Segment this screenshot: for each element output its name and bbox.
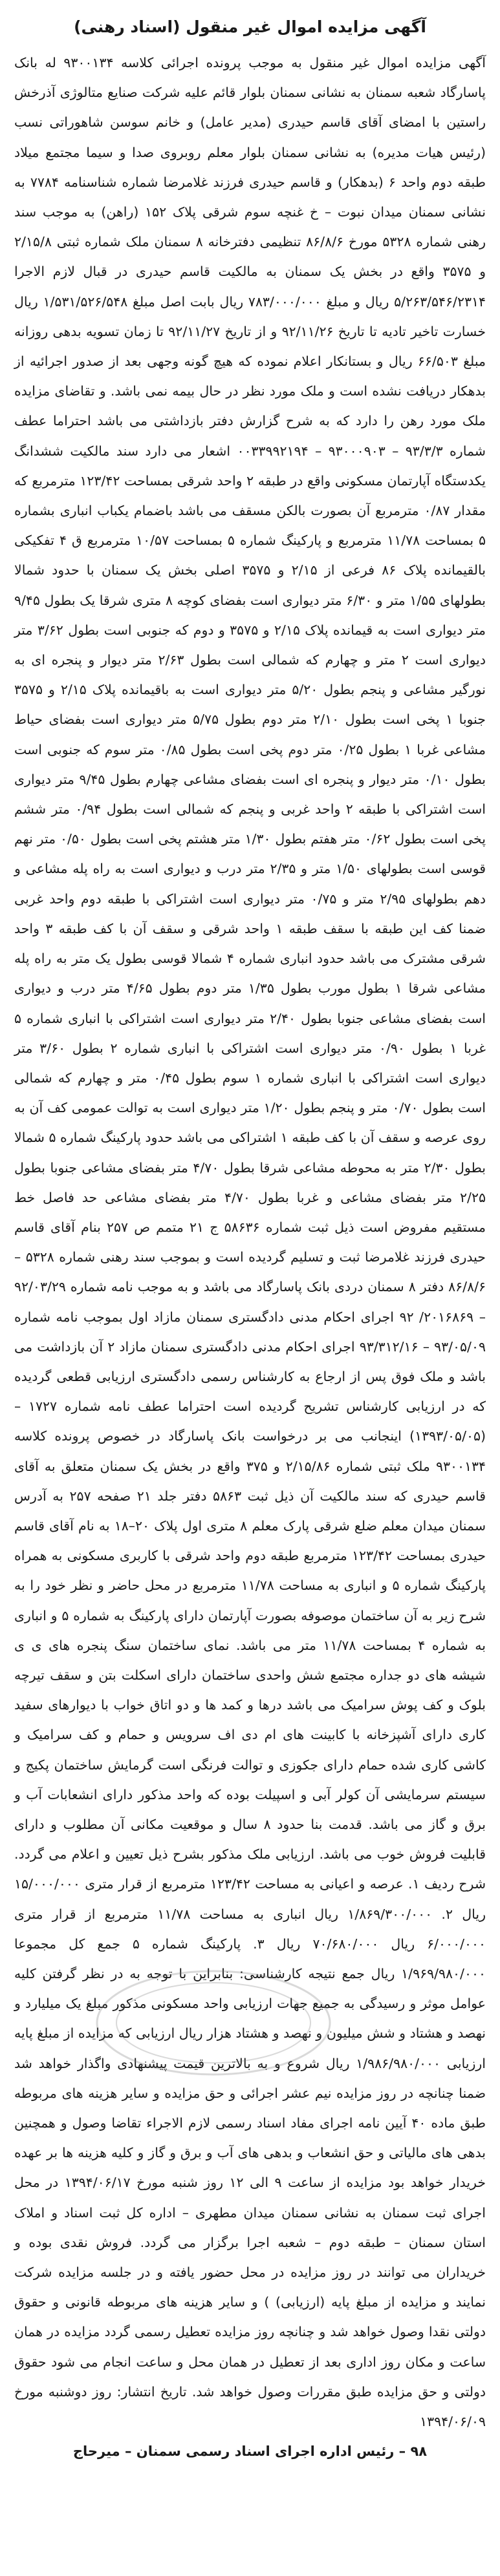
notice-paragraph: آگهی مزایده اموال غیر منقول به موجب پرونده اجرائی کلاسه ۹۳۰۰۱۳۴ له بانک پاسارگاد شعبه سمنان به نشانی سمنان بلوار قائم علیه شرکت صنایع متالوژی آذرخش راستین با امضای آقای قاسم حیدری (مدیر عامل) و خانم سوسن شاهوراتی نسب (رئیس هیات مدیره) به نشانی سمنان بلوار معلم روبروی صدا و سیما مجتمع میلاد طبقه دوم واحد ۶ (بدهکار) و قاسم حیدری فرزند غلامرضا شماره شناسنامه ۷۷۸۴ به نشانی سمنان میدان نبوت – خ غنچه سوم شرقی پلاک ۱۵۲ (راهن) به موجب سند رهنی شماره ۵۳۲۸ مورخ ۸۶/۸/۶ تنظیمی دفترخانه ۸ سمنان ملک شماره ثبتی ۲/۱۵/۸ و ۳۵۷۵ واقع در بخش یک سمنان به مالکیت قاسم حیدری در قبال لازم الاجرا ۵/۲۶۳/۵۴۶/۲۳۱۴ ریال و مبلغ ۷۸۳/۰۰۰/۰۰۰ ریال بابت اصل مبلغ ۱/۵۳۱/۵۲۶/۵۴۸ ریال خسارت تاخیر تادیه تا تاریخ ۹۲/۱۱/۲۶ و از تاریخ ۹۲/۱۱/۲۷ تا زمان تسویه بدهی روزانه مبلغ ۶۶/۵۰۳ ریال و بستانکار اعلام نموده که هیچ گونه وجهی بعد از صدور اجرائیه از بدهکار دریافت نشده است و ملک مورد نظر در حال بیمه نمی باشد. و تقاضای مزایده ملک مورد رهن را دارد که به شرح گزارش دفتر بازداشتی می باشد احتراما عطف شماره ۹۳/۳/۳ – ۹۳۰۰۰۹۰۳ – ۰۰۳۳۹۹۲۱۹۴ اشعار می دارد سند مالکیت ششدانگ یکدستگاه آپارتمان مسکونی واقع در طبقه ۲ واحد شرقی بمساحت ۱۲۳/۴۲ مترمربع که مقدار ۰/۸۷ مترمربع آن بصورت بالکن مسقف می باشد باضمام یکباب انباری بشماره ۵ بمساحت ۱۱/۷۸ مترمربع و پارکینگ شماره ۵ بمساحت ۱۰/۵۷ مترمربع ق ۴ تفکیکی بالقیمانده پلاک ۸۶ فرعی از ۲/۱۵ و ۳۵۷۵ اصلی بخش یک سمنان با حدود شمالا بطولهای ۱/۵۵ متر و ۶/۳۰ متر دیواری است بفضای کوچه ۸ متری شرقا یک بطول ۹/۴۵ متر دیواری است به قیمانده پلاک ۲/۱۵ و ۳۵۷۵ و دوم که جنوبی است بطول ۳/۶۲ متر دیواری است ۲ متر و چهارم که شمالی است بطول ۲/۶۳ متر دیوار و پنجره ای به نورگیر مشاعی و پنجم بطول ۵/۲۰ متر دیواری است به باقیمانده پلاک ۲/۱۵ و ۳۵۷۵ جنوبا ۱ پخی است بطول ۲/۱۰ متر دوم بطول ۵/۷۵ متر دیواری است بفضای حیاط مشاعی غربا ۱ بطول ۰/۲۵ متر دوم پخی است بطول ۰/۸۵ متر سوم که جنوبی است بطول ۰/۱۰ متر دیوار و پنجره ای است بفضای مشاعی چهارم بطول ۹/۴۵ متر دیواری است اشتراکی با طبقه ۲ واحد غربی و پنجم که شمالی است بطول ۰/۹۴ متر ششم پخی است بطول ۰/۶۲ متر هفتم بطول ۱/۳۰ متر هشتم پخی است بطول ۰/۵۰ متر نهم قوسی است بطولهای ۱/۵۰ متر و ۲/۳۵ متر درب و دیواری است به راه پله مشاعی و دهم بطولهای ۲/۹۵ متر و ۰/۷۵ متر دیواری است اشتراکی با طبقه دوم واحد غربی ضمنا کف این طبقه با سقف طبقه ۱ واحد شرقی و سقف آن با کف طبقه ۳ واحد شرقی مشترک می باشد حدود انباری شماره ۴ شمالا قوسی بطول یک متر به راه پله مشاعی شرقا ۱ بطول مورب بطول ۱/۳۵ متر دوم بطول ۴/۶۵ متر درب و دیواری است بفضای مشاعی جنوبا بطول ۲/۴۰ متر دیواری است اشتراکی با انباری شماره ۵ غربا ۱ بطول ۰/۹۰ متر دیواری است اشتراکی با انباری شماره ۲ بطول ۳/۶۰ متر دیواری است اشتراکی با انباری شماره ۱ سوم بطول ۰/۴۵ متر و چهارم که شمالی است بطول ۰/۷۰ متر و پنجم بطول ۱/۲۰ متر دیواری است به توالت عمومی کف آن به روی عرصه و سقف آن با کف طبقه ۱ اشتراکی می باشد حدود پارکینگ شماره ۵ شمالا بطول ۲/۳۰ متر به محوطه مشاعی شرقا بطول ۴/۷۰ متر بفضای مشاعی جنوبا بطول ۲/۲۵ متر بفضای مشاعی و غربا بطول ۴/۷۰ متر بفضای مشاعی حد فاصل خط مستقیم مفروض است ذیل ثبت شماره ۵۸۶۳۶ ج ۲۱ متمم ص ۲۵۷ بنام آقای قاسم حیدری فرزند غلامرضا ثبت و تسلیم گردیده است و بموجب سند رهنی شماره ۵۳۲۸ – ۸۶/۸/۶ دفتر ۸ سمنان دردی بانک پاسارگاد می باشد و به موجب نامه شماره ۹۲/۰۳/۲۹ – ۲۰۱۶۸۶۹/ ۹۲ اجرای احکام مدنی دادگستری سمنان مازاد اول بموجب نامه شماره ۹۳/۰۵/۰۹ – ۹۳/۳۱۲/۱۶ اجرای احکام مدنی دادگستری سمنان مازاد ۲ آن بازداشت می باشد و ملک فوق پس از ارجاع به کارشناس رسمی دادگستری ارزیابی قطعی گردیده که در ارزیابی کارشناس تشریح گردیده است احتراما عطف نامه شماره ۱۷۲۷ – (۱۳۹۳/۰۵/۰۵) اینجانب می بر درخواست بانک پاسارگاد در خصوص پرونده کلاسه ۹۳۰۰۱۳۴ ملک ثبتی شماره ۲/۱۵/۸۶ و ۳۷۵ واقع در بخش یک سمنان متعلق به آقای قاسم حیدری که سند مالکیت آن ذیل ثبت ۵۸۶۳ دفتر جلد ۲۱ صفحه ۲۵۷ به آدرس سمنان میدان معلم ضلع شرقی پارک معلم ۸ متری اول پلاک ۲۰–۱۸ به نام آقای قاسم حیدری بمساحت ۱۲۳/۴۲ مترمربع طبقه دوم واحد شرقی با کاربری مسکونی به همراه پارکینگ شماره ۵ و انباری به مساحت ۱۱/۷۸ مترمربع در محل حاضر و نظر خود را به شرح زیر به آن ساختمان موصوفه بصورت آپارتمان دارای پارکینگ به شماره ۵ و انباری به شماره ۴ بمساحت ۱۱/۷۸ متر می باشد. نمای ساختمان سنگ پنجره های ی ی شیشه های دو جداره مجتمع شش واحدی ساختمان دارای اسکلت بتن و سقف تیرچه بلوک و کف پوش سرامیک می باشد درها و کمد ها و دو اتاق خواب با دیوارهای سفید کاری دارای آشپزخانه با کابینت های ام دی اف سرویس و حمام و کف سرامیک و کاشی کاری شده حمام دارای جکوزی و توالت فرنگی است گرمایش ساختمان پکیج و سیستم سرمایشی آن کولر آبی و اسپیلت بوده که واحد مذکور دارای انشعابات آب و برق و گاز می باشد. قدمت بنا حدود ۸ سال و موقعیت مکانی آن مطلوب و دارای قابلیت فروش خوب می باشد. ارزیابی ملک مذکور بشرح ذیل تعیین و اعلام می گردد. شرح ردیف ۱. عرصه و اعیانی به مساحت ۱۲۳/۴۲ مترمربع از قرار متری ۱۵/۰۰۰/۰۰۰ ریال ۲. ۱/۸۶۹/۳۰۰/۰۰۰ ریال انباری به مساحت ۱۱/۷۸ مترمربع از قرار متری ۶/۰۰۰/۰۰۰ ریال ۷۰/۶۸۰/۰۰۰ ریال ۳. پارکینگ شماره ۵ جمع کل مجموعا ۱/۹۶۹/۹۸۰/۰۰۰ ریال جمع نتیجه کارشناسی: بنابراین با توجه به در نظر گرفتن کلیه عوامل موثر و رسیدگی به جمیع جهات ارزیابی واحد مسکونی مذکور مبلغ یک میلیارد و نهصد و هشتاد و شش میلیون و نهصد و هشتاد هزار ریال ارزیابی که مزایده از مبلغ پایه ارزیابی ۱/۹۸۶/۹۸۰/۰۰۰ ریال شروع و به بالاترین قیمت پیشنهادی واگذار خواهد شد ضمنا چنانچه در روز مزایده نیم عشر اجرائی و حق مزایده و سایر هزینه های مربوطه طبق ماده ۴۰ آیین نامه اجرای مفاد اسناد رسمی لازم الاجراء تقاضا وصول و همچنین بدهی های مالیاتی و حق انشعاب و بدهی های آب و برق و گاز و کلیه هزینه ها بر عهده خریدار خواهد بود مزایده از ساعت ۹ الی ۱۲ روز شنبه مورخ ۱۳۹۴/۰۶/۱۷ در محل اجرای ثبت سمنان به نشانی سمنان میدان مطهری – اداره کل ثبت اسناد و املاک استان سمنان – طبقه دوم – شعبه اجرا برگزار می گردد. فروش نقدی بوده و خریداران می توانند در روز مزایده در محل حضور یافته و در جلسه مزایده شرکت نمایند و مزایده از مبلغ پایه (ارزیابی) ) و سایر هزینه های مربوطه قانونی و حقوق دولتی نقدا وصول خواهد شد و چنانچه روز مزایده تعطیل رسمی گردد مزایده در همان ساعت و مکان روز اداری بعد از تعطیل در همان محل و ساعت انجام می شود حقوق دولتی و حق مزایده طبق مقررات وصول خواهد شد. تاریخ انتشار: روز دوشنبه مورخ ۱۳۹۴/۰۶/۰۹ [14, 55, 486, 2430]
notice-signature: ۹۸ – رئیس اداره اجرای اسناد رسمی سمنان – میرحاج [72, 2444, 428, 2460]
notice-body [14, 48, 486, 2436]
notice-title: آگهی مزایده اموال غیر منقول (اسناد رهنی) [74, 17, 426, 36]
